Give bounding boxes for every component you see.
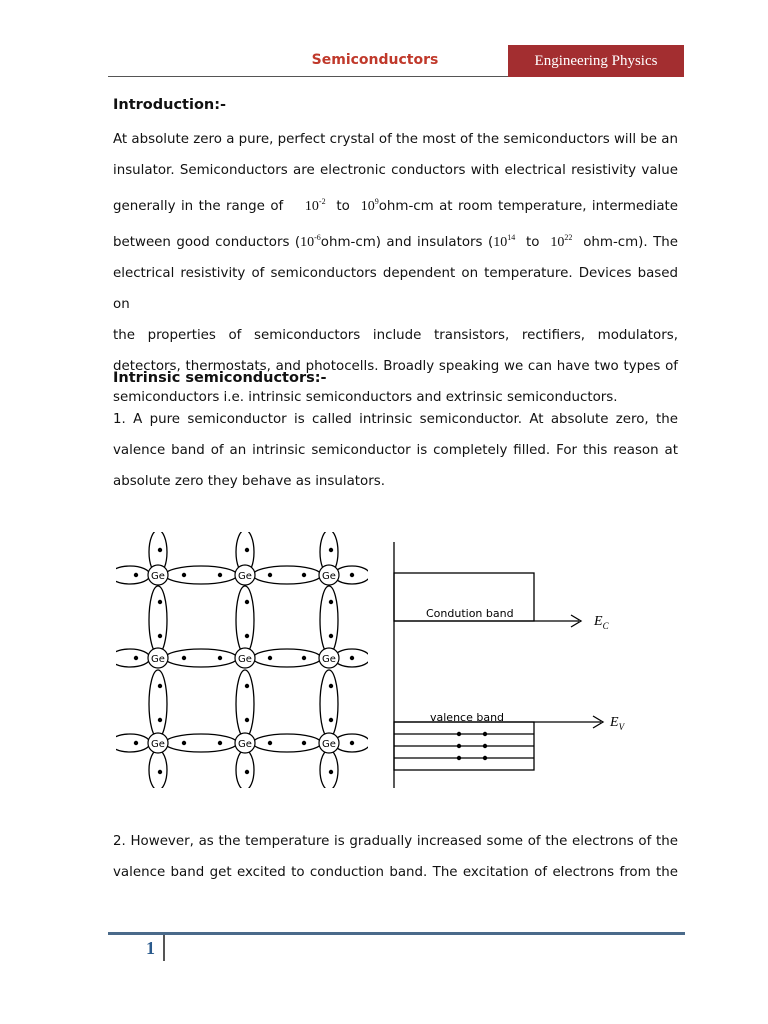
header-title: Semiconductors [311, 52, 439, 68]
footer-rule [108, 932, 685, 935]
ge-atom-label: Ge [322, 571, 336, 582]
footer-divider [163, 935, 165, 961]
intrinsic-point-2 [113, 826, 678, 888]
point2-line-1: 2. However, as the temperature is gradually increased some of the electrons of the [113, 834, 678, 849]
ge-atom-label: Ge [238, 571, 252, 582]
math-ins-low: $10^{14}$ [493, 233, 516, 250]
intro-line-8: semiconductors i.e. intrinsic semiconductors and extrinsic semiconductors. [113, 390, 618, 405]
intro-line-2: insulator. Semiconductors are electronic conductors with electrical resistivity value [113, 163, 678, 178]
conduction-band-label: Condution band [426, 607, 514, 620]
ge-atom-label: Ge [322, 654, 336, 665]
page-number: 1 [146, 938, 155, 958]
intro-line-3: generally in the range of $10^{-2}$ to $10^9ohm-cm$ at room temperature, intermediate [113, 197, 679, 214]
intrinsic-point-1 [113, 404, 678, 497]
ge-atom-label: Ge [238, 739, 252, 750]
ge-atom-label: Ge [151, 654, 165, 665]
intro-line-5: electrical resistivity of semiconductors dependent on temperature. Devices based on [113, 266, 678, 312]
math-high: $10^9$ [360, 197, 379, 214]
ge-atom-label: Ge [322, 739, 336, 750]
ec-symbol: $E_C$ [594, 614, 609, 631]
energy-band-diagram [386, 540, 642, 790]
math-low: $10^{-2}$ [304, 197, 326, 214]
point2-line-2: valence band get excited to conduction band. The excitation of electrons from the [113, 865, 678, 880]
point1-line-1: 1. A pure semiconductor is called intrinsic semiconductor. At absolute zero, the [113, 412, 678, 427]
intro-line-1: At absolute zero a pure, perfect crystal of the most of the semiconductors will be an [113, 132, 678, 147]
ev-symbol: $E_V$ [610, 715, 625, 732]
point1-line-3: absolute zero they behave as insulators. [113, 474, 385, 489]
intrinsic-heading: Intrinsic semiconductors:- [113, 370, 327, 386]
ge-atom-label: Ge [151, 571, 165, 582]
ge-atom-label: Ge [238, 654, 252, 665]
header-subject-box [508, 45, 684, 77]
math-conductor: $10^{-6}$ [300, 233, 321, 250]
header-rule [108, 76, 508, 77]
ge-atom-label: Ge [151, 739, 165, 750]
intro-line-6: the properties of semiconductors include transistors, rectifiers, modulators, [113, 328, 678, 343]
point1-line-2: valence band of an intrinsic semiconductor is completely filled. For this reason at [113, 443, 678, 458]
germanium-lattice-diagram [116, 532, 368, 788]
header-subject-label: Engineering Physics [534, 52, 658, 69]
ge-atoms [148, 565, 339, 753]
intro-line-4: between good conductors $(10^{-6}ohm-cm)$ and insulators ($10^{14}$ to $10^{22}$ ohm-cm). The [113, 233, 678, 250]
intro-heading: Introduction:- [113, 97, 227, 113]
intro-line-7: detectors, thermostats, and photocells. Broadly speaking we can have two types of [113, 359, 678, 374]
valence-band-label: valence band [430, 711, 505, 724]
math-ins-high: $10^{22}$ [550, 233, 573, 250]
